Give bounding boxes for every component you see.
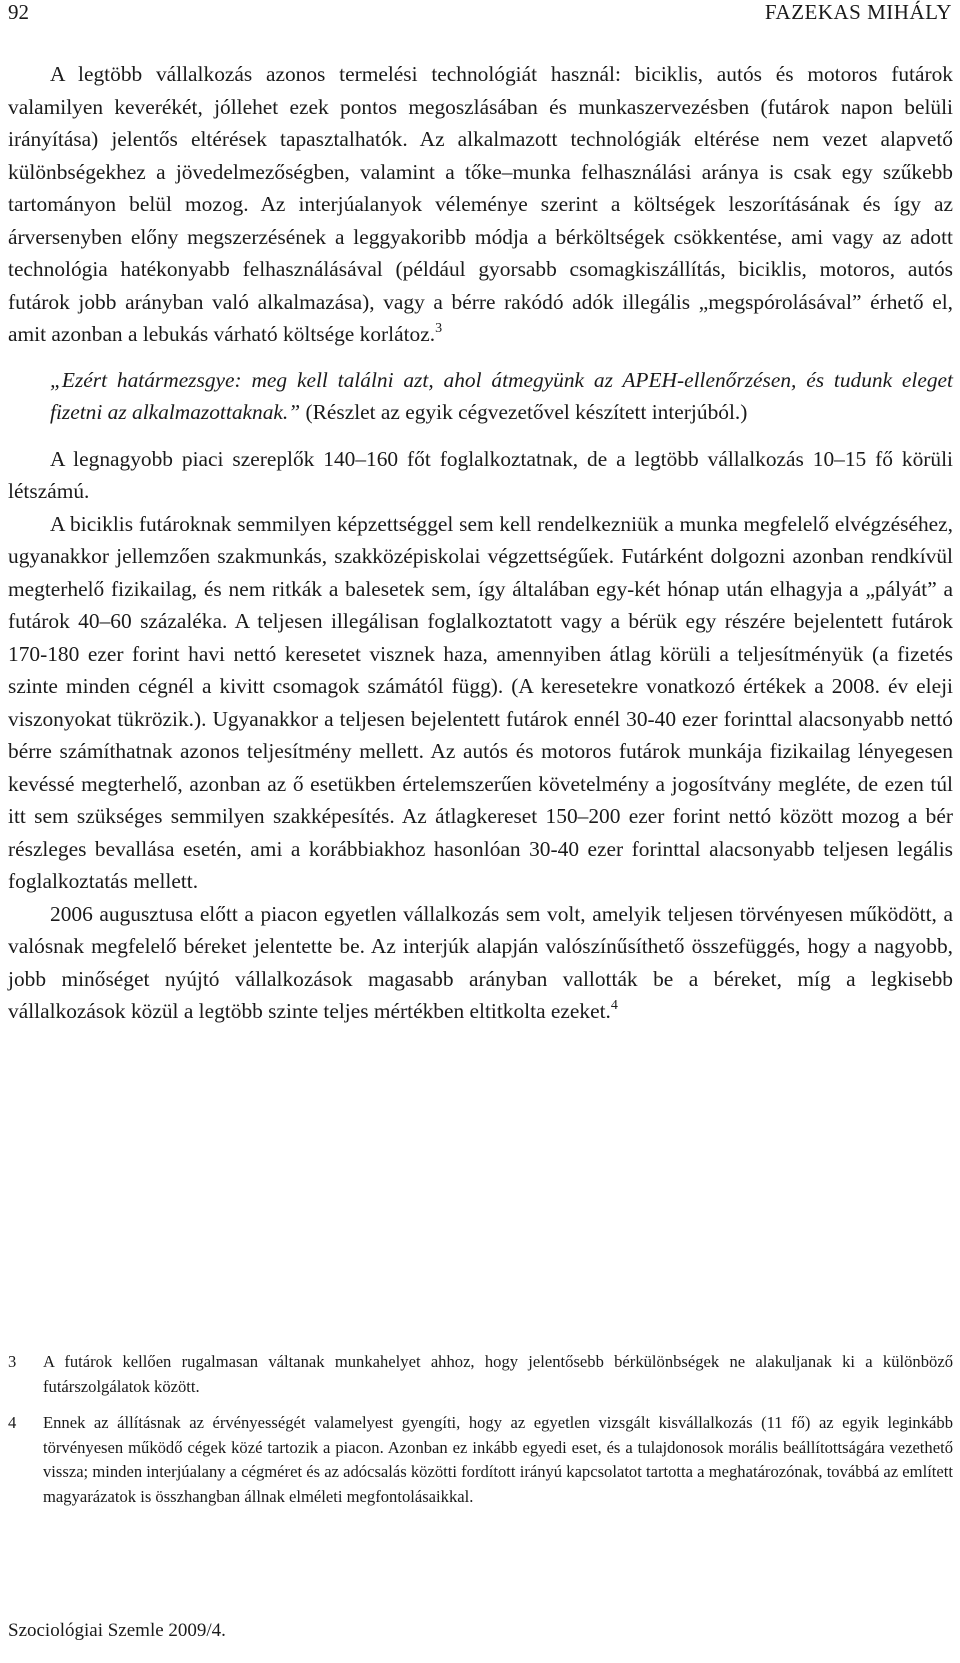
footnote-ref-4: 4 — [610, 998, 618, 1013]
footnote-text: A futárok kellően rugalmasan váltanak munkahelyet ahhoz, hogy jelentősebb bérkülönbségek ne alakuljanak ki a különböző futárszolgálatok között. — [43, 1352, 953, 1396]
interview-quote — [50, 364, 953, 429]
journal-footer: Szociológiai Szemle 2009/4. — [8, 1620, 226, 1641]
paragraph-1 — [8, 58, 953, 351]
footnote-number: 4 — [8, 1413, 17, 1432]
footnote-number: 3 — [8, 1352, 17, 1371]
paragraph-4 — [8, 898, 953, 1028]
footnote-text: Ennek az állításnak az érvényességét valamelyest gyengíti, hogy az egyetlen vizsgált kisvállalkozás (11 fő) az egyik leginkább törvényesen működő cégek közé tartozik a piacon. Azonban ez inkább egyedi eset, és a tulajdonosok morális beállítottságára vezethető vissza; minden interjúalany a cégméret és az adócsalás közötti fordított irányú kapcsolatot tartotta a meghatározónak, továbbá az említett magyarázatok is összhangban állnak elméleti megfontolásaikkal. — [43, 1413, 953, 1506]
footnote-ref-3: 3 — [435, 321, 443, 336]
page-number: 92 — [8, 0, 29, 24]
paragraph-4-text: 2006 augusztusa előtt a piacon egyetlen vállalkozás sem volt, amelyik teljesen törvényesen működött, a valósnak megfelelő béreket jelentette be. Az interjúk alapján valószínűsíthető összefüggés, hogy a nagyobb, jobb minőséget nyújtó vállalkozások magasabb arányban vallották be a béreket, míg a legkisebb vállalkozások közül a legtöbb szinte teljes mértékben eltitkolta ezeket. — [8, 901, 953, 1023]
paragraph-1-text: A legtöbb vállalkozás azonos termelési technológiát használ: biciklis, autós és motoros futárok valamilyen keverékét, jóllehet ezek pontos megoszlásában és munkaszervezésben (futárok napon belüli irányítása) jelentős eltérések tapasztalhatók. Az alkalmazott technológiák eltérése nem vezet alapvető különbségekhez a jövedelmezőségben, valamint a tőke–munka felhasználási aránya is csak egy szűkebb tartományon belül mozog. Az interjúalanyok véleménye szerint a költségek leszorításának és így az árversenyben előny megszerzésének a leggyakoribb módja a bérköltségek csökkentése, ami vagy az adott technológia hatékonyabb felhasználásával (például gyorsabb csomagkiszállítás, biciklis, motoros, autós futárok jobb arányban való alkalmazása), vagy a bérre rakódó adók illegális „megspórolásával” érhető el, amit azonban a lebukás várható költsége korlátoz. — [8, 62, 953, 346]
footnote-3 — [8, 1350, 953, 1399]
page-header — [8, 0, 952, 26]
footnote-4 — [8, 1411, 953, 1509]
footnotes — [8, 1350, 953, 1521]
running-title: FAZEKAS MIHÁLY — [764, 0, 952, 24]
paragraph-2: A legnagyobb piaci szereplők 140–160 főt foglalkoztatnak, de a legtöbb vállalkozás 10–15 fő körüli létszámú. — [8, 446, 953, 503]
main-text — [8, 58, 953, 1028]
quote-source: (Részlet az egyik cégvezetővel készített interjúból.) — [300, 400, 748, 424]
paragraph-3: A biciklis futároknak semmilyen képzettséggel sem kell rendelkezniük a munka megfelelő elvégzéséhez, ugyanakkor jellemzően szakmunkás, szakközépiskolai végzettségűek. Futárként dolgozni azonban rendkívül megterhelő fizikailag, és nem ritkák a balesetek sem, így általában egy-két hónap után elhagyja a „pályát” a futárok 40–60 százaléka. A teljesen illegálisan foglalkoztatott vagy a bérük egy részére bejelentett futárok 170-180 ezer forint havi nettó keresetet visznek haza, amennyiben átlag körüli a teljesítményük (a fizetés szinte minden cégnél a kivitt csomagok számától függ). (A keresetekre vonatkozó értékek a 2008. év eleji viszonyokat tükrözik.). Ugyanakkor a teljesen bejelentett futárok ennél 30-40 ezer forinttal alacsonyabb nettó bérre számíthatnak azonos teljesítmény mellett. Az autós és motoros futárok munkája fizikailag lényegesen kevéssé megterhelő, azonban az ő esetükben értelemszerűen követelmény a jogosítvány megléte, de ezen túl itt sem szükséges semmilyen szakképesítés. Az átlagkereset 150–200 ezer forint nettó között mozog a bér részleges bevallása esetén, ami a korábbiakhoz hasonlóan 30-40 ezer forinttal alacsonyabb teljesen legális foglalkoztatás mellett. — [8, 511, 953, 893]
quote-text: „Ezért határmezsgye: meg kell találni azt, ahol átmegyünk az APEH-ellenőrzésen, és tudunk eleget fizetni az alkalmazottaknak.” — [50, 367, 953, 424]
